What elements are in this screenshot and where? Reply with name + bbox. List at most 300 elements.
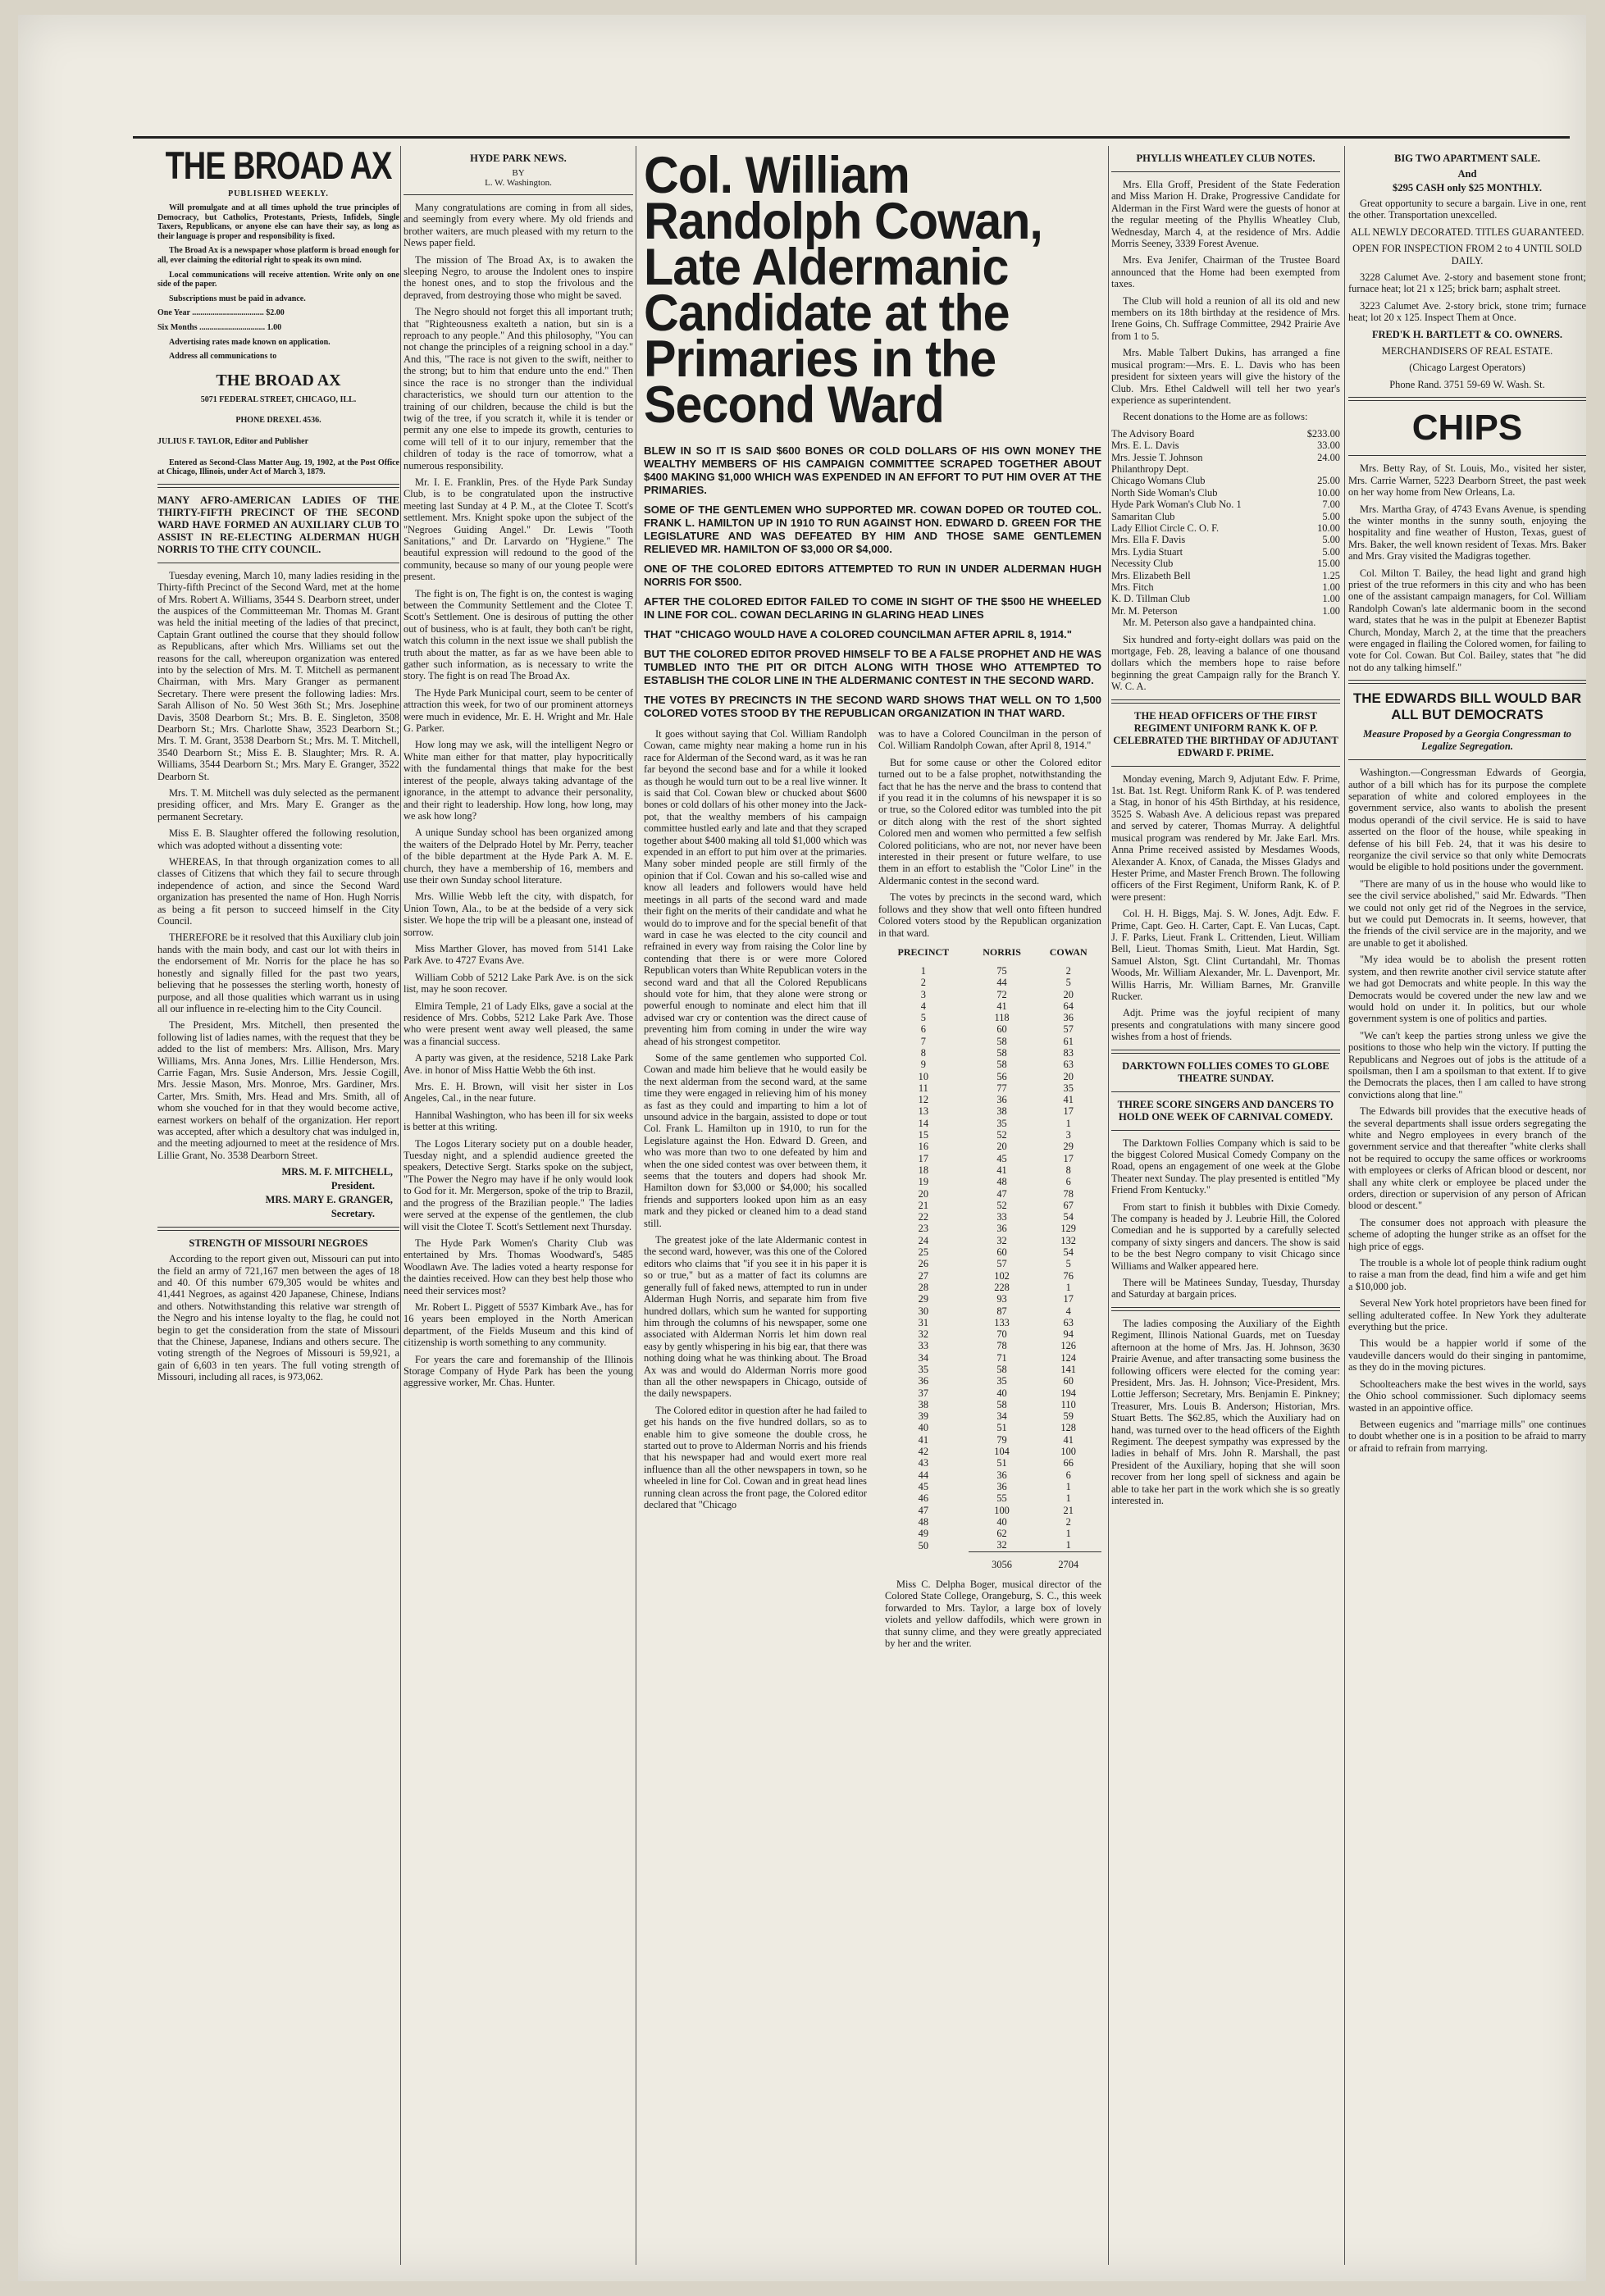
article-paragraph: The President, Mrs. Mitchell, then presented the following list of ladies names, with the request that they be added to the list of members: Mrs. Allison, Mrs. Mary Williams, Mrs. Anna Jones, Mrs. Lillie Henderson, Mrs. Carrie Fagan, Mrs. Susie Anderson, Mrs. Jessie Cogill, Mrs. Jessie Mason, Mrs. Monroe, Mrs. Gardiner, Mrs. Carter, Mrs. Smith, Mrs. Head and Mrs. Smith, all of whom she vouched for in that they would become active, earnest workers on behalf of the organization. Her report was accepted, after which a desultory chat was indulged in, and the meeting adjourned to meet at the residence of Mrs. Lillie Grant, No. 3538 Dearborn Street. [157,1019,399,1161]
vote-table-cell: 133 [994,1316,1010,1328]
vote-table-row [878,1235,1101,1246]
article-paragraph: Mrs. T. M. Mitchell was duly selected as the permanent presiding officer, and Mrs. Mary E. Granger as the permanent Secretary. [157,787,399,822]
vote-table-header [878,944,1101,965]
donation-row [1111,546,1340,558]
vote-table-cell: 58 [996,1035,1007,1047]
vote-table-cell: 5 [1065,1258,1071,1270]
vote-table-cell: 102 [994,1269,1010,1282]
article-paragraph: The ladies composing the Auxiliary of the Eighth Regiment, Illinois National Guards, met on Tuesday afternoon at the home of Mrs. Jas. H. Johnson, 3630 Prairie Avenue, and after transacting some business the following officers were elected for the coming year: President, Mrs. Jas. H. Johnson; Vice-President, Mrs. Lottie Jefferson; Secretary, Mrs. Benjamin E. Pinkney; Treasurer, Mrs. Louis B. Anderson; Historian, Mrs. Stuart Betts. The $62.85, which the Auxiliary had on hand, was turned over to the head officers of the Eighth Regiment. The deepest sympathy was expressed by the ladies in behalf of Mrs. John R. Marshall, the past President of the Auxiliary, hoping that she will soon recover from her long spell of sickness and again be able to take her part in the work which she is so greatly interested in. [1111,1317,1340,1506]
vote-table-cell: 79 [996,1433,1007,1446]
article-paragraph: It goes without saying that Col. William Randolph Cowan, came mighty near making a home run in his race for Alderman of the Second ward, as it was he ran far beyond the second base and for a while it looked as though he would turn out to be a real live winner. It is said that Col. Cowan blew or chucked about $600 bones or cold dollars of his other money into the Jack-pot, that the wealthy members of his campaign committee hustled early and late and that they scraped together about $400 making all told $1,000 which was expended in an effort to put him over at the primaries. Many sober minded people are still firmly of the opinion that if Col. Cowan and his so-called wise and know all leaders and followers would have held meetings in all parts of the second ward and made their fight on the merits of their candidate and what he would do to improve and for the special benefit of that ward in case he was elected to the city council and refrained in every way from raising the Color line by contending that there is or were more Colored Republican voters than White Republican voters in the second ward and that all the Colored Republicans should vote for him, that they alone were strong or powerful enough to nominate and elect him that ill advised war cry or contention was the direct cause of preventing him from coming in under the wire way ahead of his strongest competitor. [644,728,867,1047]
vote-table-row [878,1481,1101,1492]
vote-table-row [878,1446,1101,1457]
donation-row [1111,428,1340,440]
vote-table-cell: 87 [996,1305,1007,1317]
masthead-editor: JULIUS F. TAYLOR, Editor and Publisher [157,436,309,446]
donation-amount: 1.00 [1322,593,1340,605]
vote-table-cell: 77 [996,1082,1007,1094]
article-paragraph: THEREFORE be it resolved that this Auxiliary club join hands with the main body, and cast our lot with theirs in the endorsement of Mr. Norris for the place he has so honestly and signally filled for the past two years, believing that he possesses the sterling worth, honesty of purpose, and all those qualities which warrant us in using all our influence in re-electing him to the City Council. [157,932,399,1014]
vote-table-cell: 94 [1063,1328,1074,1341]
article-paragraph: Miss Marther Glover, has moved from 5141 Lake Park Ave. to 4727 Evans Ave. [404,942,633,967]
vote-table-row [878,1118,1101,1129]
vote-table-cell: 1 [1065,1117,1071,1129]
masthead-title: THE BROAD AX [165,146,392,189]
lead-story-left [644,728,867,1570]
masthead-policy: Will promulgate and at all times uphold the true principles of Democracy, but Catholics, Protestants, Priests, Infidels, Single Taxers, Republicans, or anyone else can have their say, as long as their language is proper and responsibility is fixed. [157,203,399,241]
vote-table-row [878,1317,1101,1328]
vote-table-cell: 1 [1065,1281,1071,1293]
donor-name: Hyde Park Woman's Club No. 1 [1111,499,1242,511]
rule [1111,699,1340,704]
donations-table [1111,428,1340,617]
vote-table-row [878,1164,1101,1176]
article-paragraph: The fight is on, The fight is on, the contest is waging between the Community Settlement and the Clotee T. Scott's Settlement. One is desirous of putting the other out of business, who is at fault, they both can't be right, watch this column in the next issue we shall publish the truth about the matter, as far as we have been able to gather such information, as is necessary to write the story. The fight is on read The Broad Ax. [404,587,633,682]
donation-amount: 25.00 [1317,475,1340,487]
vote-table-cell: 37 [918,1387,929,1399]
vote-table-cell: 52 [996,1199,1007,1211]
ad-and: And [1457,168,1477,180]
vote-table-cell: 2 [920,977,926,989]
vote-table-row [878,1352,1101,1364]
vote-table-row [878,1176,1101,1187]
ad-phone: Phone Rand. 3751 59-69 W. Wash. St. [1389,378,1545,390]
vote-table-row [878,1059,1101,1070]
donation-amount: 10.00 [1317,522,1340,534]
edwards-headline: THE EDWARDS BILL WOULD BAR ALL BUT DEMOCRATS [1352,690,1582,723]
article-paragraph: The Club will hold a reunion of all its old and new members on its 18th birthday at the residence of Mrs. Irene Goins, Ch. Suffrage Committee, 2942 Prairie Ave from 1 to 5. [1111,294,1340,342]
vote-table-cell: 48 [918,1515,929,1528]
column-rule [1108,146,1109,2265]
vote-table-cell: 4 [920,1000,926,1012]
vote-table-cell: 64 [1063,1000,1074,1012]
deck-4: AFTER THE COLORED EDITOR FAILED TO COME IN SIGHT OF THE $500 HE WHEELED IN LINE FOR COL. COWAN DECLARING IN GLARING HEAD LINES [644,595,1101,621]
donation-amount: 33.00 [1317,440,1340,452]
vote-table-cell: 126 [1060,1340,1076,1352]
vote-table-cell: 71 [996,1351,1007,1364]
vote-table-cell: 48 [996,1176,1007,1188]
vote-table-cell: 54 [1063,1246,1074,1259]
column-2 [404,146,633,2265]
masthead-street: 5071 FEDERAL STREET, CHICAGO, ILL. [200,394,357,404]
vote-table-cell: 25 [918,1246,929,1259]
vote-table-header-cell: NORRIS [983,945,1021,958]
vote-table-row [878,989,1101,1000]
article-paragraph: But for some cause or other the Colored editor turned out to be a false prophet, notwithstanding the fact that he has the nerve and the brass to contend that if you read it in the columns of his newspaper it is so or true, so the Colored editor was tumbled into the pit or ditch along with the rest of the short sighted Colored men and women who permitted a few selfish Colored politicians, who are not, nor never have been interested in their present or future welfare, to use them in an effort to establish the "Color Line" in the Aldermanic contest in the second ward. [878,756,1101,886]
vote-table-cell: 55 [996,1492,1007,1505]
article-paragraph: According to the report given out, Missouri can put into the field an army of 721,167 men between the ages of 18 and 40. Of this number 679,305 would be whites and 41,441 Negroes, as against 420 Japanese, Chinese, Indians and others. Notwithstanding this relative war strength of the Negro and his intense loyalty to the flag, he could not begin to get the consideration from the state of Missouri that the Chinese, Japanese, Indians and others secure. The voting strength of the Negroes of Missouri is 59,921, a gain of 6,603 in ten years. The full voting strength of Missouri, including all races, is 973,062. [157,1253,399,1383]
column-5 [1348,146,1586,2265]
article-paragraph: How long may we ask, will the intelligent Negro or White man either for that matter, play hypocritically with the fundamental things that make for the best interest of the people, always taking advantage of the ignorance, in the attempt to advance their personality, and their right to leadership. How long, how long, may we ask how long? [404,739,633,822]
vote-table-total-row [878,1551,1101,1570]
donation-row [1111,593,1340,604]
vote-table-row [878,1023,1101,1035]
vote-table-row [878,1188,1101,1200]
vote-table-cell: 228 [994,1281,1010,1293]
boger-note: Miss C. Delpha Boger, musical director of the Colored State College, Orangeburg, S. C., this week forwarded to Mrs. Taylor, a large box of lovely violets and yellow daffodils, which were grown in that sunny clime, and they were greatly appreciated by her and the writer. [885,1578,1101,1650]
vote-table-cell: 132 [1060,1234,1076,1246]
vote-table-cell: 32 [996,1539,1007,1551]
masthead-ads: Advertising rates made known on application. [169,337,331,347]
vote-table-row [878,1094,1101,1105]
vote-table-cell: 28 [918,1281,929,1293]
donor-name: Chicago Womans Club [1111,475,1206,487]
byline-author: L. W. Washington. [485,178,552,188]
vote-table-cell: 45 [918,1480,929,1492]
donor-name: Lady Elliot Circle C. O. F. [1111,522,1220,534]
vote-table-cell: 17 [918,1152,929,1164]
vote-table-cell: 56 [996,1070,1007,1082]
vote-table-header-cell: COWAN [1049,945,1087,958]
article-paragraph: Monday evening, March 9, Adjutant Edw. F. Prime, 1st. Bat. 1st. Regt. Uniform Rank K. of P. was tendered a Stag, in honor of his 45th Birthday, at his residence, 3525 S. Wabash Ave. A delicious repast was prepared and served by caterer, Thomas Murray. A delightful musical program was rendered by Mr. Jake Earl. Mrs. Anna Prime received assisted by Mesdames Woods, Alexander A. Knox, of Canada, the Misses Gladys and Hester Prime, and Master French Brown. The following officers of the First Regiment, Uniform Rank, K. of P. were present: [1111,772,1340,903]
vote-table-cell: 60 [996,1246,1007,1259]
vote-table-total: 3056 [969,1551,1036,1570]
vote-table-row [878,1258,1101,1269]
rule [404,194,633,195]
vote-table-cell: 17 [1063,1152,1074,1164]
signature-title: President. [331,1180,375,1192]
article-paragraph: The trouble is a whole lot of people think radium ought to raise a man from the dead, find him a wife and get him a $10,000 job. [1348,1257,1586,1292]
article-paragraph: A party was given, at the residence, 5218 Lake Park Ave. in honor of Miss Hattie Webb the 6th inst. [404,1052,633,1076]
vote-table-cell: 60 [996,1023,1007,1036]
deck-5: THAT "CHICAGO WOULD HAVE A COLORED COUNCILMAN AFTER APRIL 8, 1914." [644,628,1072,640]
vote-table-cell: 41 [996,1000,1007,1012]
donation-amount: 1.00 [1322,604,1340,617]
article-paragraph: William Cobb of 5212 Lake Park Ave. is on the sick list, may he soon recover. [404,971,633,995]
vote-table-row [878,1246,1101,1258]
rule [1348,455,1586,456]
deck-7: THE VOTES BY PRECINCTS IN THE SECOND WARD SHOWS THAT WELL ON TO 1,500 COLORED VOTES STOOD BY THE REPUBLICAN ORGANIZATION IN THAT WARD. [644,694,1101,719]
vote-table-cell: 20 [1063,1070,1074,1082]
edwards-subhead: Measure Proposed by a Georgia Congressman to Legalize Segregation. [1363,728,1571,753]
article-paragraph: Col. H. H. Biggs, Maj. S. W. Jones, Adjt. Edw. F. Prime, Capt. Geo. H. Carter, Capt. E. Van Lucas, Capt. J. F. Parks, Lieut. Frank L. Crittenden, Lieut. William Bell, Lieut. Thomas Smith, Lieut. Mat Hardin, Sgt. Samuel Alston, Sgt. Clint Curtandahl, Mr. Thomas Woods, Mr. William Alexander, Mr. L. Davenport, Mr. Willis Harris, Mr. William Barnes, Mr. Granville Rucker. [1111,908,1340,1002]
vote-table-cell: 57 [996,1258,1007,1270]
vote-table-row [878,1282,1101,1293]
vote-table-cell: 2 [1065,964,1071,977]
vote-table-row [878,1399,1101,1410]
article-paragraph: A unique Sunday school has been organized among the waiters of the Delprado Hotel by Mr. Perry, teacher of the bible department at the Hyde Park A. M. E. church, they have a membership of 16, members and use their own Sunday school literature. [404,827,633,886]
vote-table-row [878,1492,1101,1504]
follies-headline: DARKTOWN FOLLIES COMES TO GLOBE THEATRE SUNDAY. [1122,1059,1329,1084]
vote-table-cell: 58 [996,1059,1007,1071]
article-paragraph: Recent donations to the Home are as follows: [1123,411,1308,423]
article-paragraph: The greatest joke of the late Aldermanic contest in the second ward, however, was this one of the Colored editors who claims that "if you see it in his paper it is so or true," but as a matter of fact its columns are generally full of faked news, attempted to run in under Alderman Hugh Norris, and separate him from five hundred dollars, which sum he wanted for supporting him through the columns of his newspaper, some one associated with Alderman Norris let him down real easy by gently whispering in his big ear, that there was nothing doing what he was thinking about. The Broad Ax was and would do Alderman Norris more good than all the other newspapers in Chicago, outside of the daily newspapers. [644,1234,867,1400]
donor-name: Necessity Club [1111,558,1174,570]
vote-table-cell: 78 [996,1340,1007,1352]
vote-table-row [878,1340,1101,1351]
vote-table-row [878,1305,1101,1317]
vote-table-cell: 4 [1065,1305,1071,1317]
donation-amount: 24.00 [1317,451,1340,463]
vote-table-cell: 39 [918,1410,929,1423]
donation-amount: 7.00 [1322,499,1340,511]
vote-table-cell: 36 [996,1469,1007,1481]
article-paragraph: Hannibal Washington, who has been ill for six weeks is better at this writing. [404,1109,633,1133]
vote-table-cell: 51 [996,1422,1007,1434]
lead-story-body [644,728,1101,1570]
deck-1: BLEW IN SO IT IS SAID $600 BONES OR COLD DOLLARS OF HIS OWN MONEY THE WEALTHY MEMBERS OF HIS CAMPAIGN COMMITTEE SCRAPED TOGETHER ABOUT $400 MAKING $1,000 WHICH WAS EXPENDED IN AN EFFORT TO PUT HIM OVER AT THE PRIMARIES. [644,444,1101,496]
rule [1111,171,1340,172]
donor-name: Mrs. Jessie T. Johnson [1111,451,1203,463]
byline-by: BY [512,168,525,178]
vote-table-cell: 51 [996,1457,1007,1469]
club-headline: MANY AFRO-AMERICAN LADIES OF THE THIRTY-FIFTH PRECINCT OF THE SECOND WARD HAVE FORMED AN AUXILIARY CLUB TO ASSIST IN RE-ELECTING ALDERMAN HUGH NORRIS TO THE CITY COUNCIL. [157,494,399,555]
donation-amount: 5.00 [1322,510,1340,522]
vote-table-cell: 35 [996,1117,1007,1129]
vote-table-row [878,1410,1101,1422]
vote-table-cell: 33 [918,1340,929,1352]
article-paragraph: Six hundred and forty-eight dollars was paid on the mortgage, Feb. 28, leaving a balance of one thousand dollars which the members hope to raise before beginning the great Campaign rally for the Branch Y. W. C. A. [1111,633,1340,693]
vote-table-cell: 59 [1063,1410,1074,1423]
vote-table-row [878,1036,1101,1047]
rule [1111,766,1340,767]
vote-table-cell: 49 [918,1528,929,1540]
vote-table-cell: 18 [918,1164,929,1176]
vote-table-cell: 1 [1065,1539,1071,1551]
rule [1111,1307,1340,1311]
vote-table-row [878,1375,1101,1387]
donor-name: Mrs. Lydia Stuart [1111,545,1183,558]
donation-row [1111,511,1340,522]
vote-table-cell: 41 [1063,1094,1074,1106]
rule [1348,397,1586,401]
rule [1111,1130,1340,1131]
article-paragraph: The votes by precincts in the second ward, which follows and they show that well onto fifteen hundred Colored voters stood by the Republican organization in that ward. [878,891,1101,939]
vote-table-cell: 110 [1060,1398,1076,1410]
vote-table-row [878,1270,1101,1282]
vote-table-cell: 61 [1063,1035,1074,1047]
vote-table-row [878,965,1101,977]
column-rule [400,146,401,2265]
vote-table-cell: 23 [918,1223,929,1235]
vote-table-cell: 38 [996,1105,1007,1118]
article-paragraph: Mrs. Eva Jenifer, Chairman of the Trustee Board announced that the Home had been exempted from taxes. [1111,254,1340,290]
missouri-headline: STRENGTH OF MISSOURI NEGROES [189,1237,368,1250]
donor-name: Samaritan Club [1111,510,1175,522]
vote-table-row [878,1387,1101,1399]
vote-table-cell: 93 [996,1293,1007,1305]
deck-2: SOME OF THE GENTLEMEN WHO SUPPORTED MR. COWAN DOPED OR TOUTED COL. FRANK L. HAMILTON UP IN 1910 TO RUN AGAINST HON. EDWARD D. GREEN FOR THE LEGISLATURE AND WAS DEFEATED BY HIM AND THOSE SAME GENTLEMEN RELIEVED MR. HAMILTON OF $3,000 OR $4,000. [644,503,1101,555]
vote-table-cell: 2 [1065,1515,1071,1528]
masthead-platform: The Broad Ax is a newspaper whose platform is broad enough for all, ever claiming the editorial right to speak its own mind. [157,246,399,265]
ad-paragraph: 3223 Calumet Ave. 2-story brick, stone trim; furnace heat; lot 20 x 125. Inspect Them at Once. [1348,299,1586,324]
vote-table-cell: 36 [996,1094,1007,1106]
vote-table-cell: 32 [918,1328,929,1341]
vote-table-cell: 32 [996,1234,1007,1246]
vote-table-cell: 34 [918,1351,929,1364]
vote-table-cell: 67 [1063,1199,1074,1211]
ad-paragraph: OPEN FOR INSPECTION FROM 2 to 4 UNTIL SOLD DAILY. [1352,243,1582,266]
vote-table-cell: 36 [996,1480,1007,1492]
vote-table-cell: 6 [1065,1176,1071,1188]
vote-table-cell: 52 [996,1129,1007,1141]
vote-table-total: 2704 [1035,1551,1101,1570]
vote-table-cell: 1 [920,964,926,977]
vote-table-cell: 10 [918,1070,929,1082]
rule [157,1227,399,1231]
donation-row [1111,605,1340,617]
vote-table-cell: 104 [994,1446,1010,1458]
masthead-phone: PHONE DREXEL 4536. [235,416,321,426]
vote-table-cell: 36 [996,1223,1007,1235]
vote-table-cell: 5 [1065,977,1071,989]
vote-table-cell: 36 [1063,1012,1074,1024]
vote-table-cell: 6 [1065,1469,1071,1481]
ad-paragraph: Great opportunity to secure a bargain. Live in one, rent the other. Transportation unexcelled. [1348,198,1586,221]
vote-table-cell: 6 [920,1023,926,1036]
vote-table-row [878,1153,1101,1164]
vote-table-cell: 35 [1063,1082,1074,1094]
vote-table-cell: 22 [918,1211,929,1223]
vote-table-cell: 35 [918,1364,929,1375]
donation-amount: $233.00 [1306,427,1340,440]
vote-table-cell: 63 [1063,1059,1074,1071]
article-paragraph: Mr. I. E. Franklin, Pres. of the Hyde Park Sunday Club, is to be congratulated upon the instructive meeting last Sunday at 4 P. M., at the Clotee T. Scott's settlement. Mrs. Knight spoke upon the subject of the "Negroes Guiding Angel." Dr. Lewis "Tooth Sanitations," and Dr. Larvardo on "Hygiene." The beautiful expression will redound to the good of the community, because so many of our young people were present. [404,476,633,583]
article-paragraph: Miss E. B. Slaughter offered the following resolution, which was adopted without a dissenting vote: [157,827,399,851]
donor-name: Philanthropy Dept. [1111,462,1189,475]
donor-name: Mrs. Elizabeth Bell [1111,569,1191,581]
vote-table-cell: 100 [1060,1446,1076,1458]
masthead-entered: Entered as Second-Class Matter Aug. 19, 1902, at the Post Office at Chicago, Illinois, under Act of March 3, 1879. [157,458,399,477]
vote-table-cell: 78 [1063,1187,1074,1200]
follies-subhead: THREE SCORE SINGERS AND DANCERS TO HOLD ONE WEEK OF CARNIVAL COMEDY. [1117,1098,1334,1123]
vote-table-cell: 58 [996,1046,1007,1059]
vote-table-cell: 44 [996,977,1007,989]
vote-table-cell: 41 [1063,1433,1074,1446]
masthead-one-year: One Year ................................... $2.00 [157,308,285,318]
ad-owner: FRED'K H. BARTLETT & CO. OWNERS. [1371,328,1563,340]
article-paragraph: The mission of The Broad Ax, is to awaken the sleeping Negro, to arouse the Indolent ones to inspire the honest ones, and to stop the frivolous and the depraved, from destroying those who might be saved. [404,253,633,301]
masthead-subtitle: PUBLISHED WEEKLY. [228,189,329,198]
vote-table-cell: 38 [918,1398,929,1410]
vote-table-cell: 129 [1060,1223,1076,1235]
article-paragraph: Mr. M. Peterson also gave a handpainted china. [1123,617,1316,629]
vote-table-cell: 40 [918,1422,929,1434]
vote-table-cell: 24 [918,1234,929,1246]
regiment-headline: THE HEAD OFFICERS OF THE FIRST REGIMENT UNIFORM RANK K. OF P. CELEBRATED THE BIRTHDAY OF ADJUTANT EDWARD F. PRIME. [1113,709,1338,758]
vote-table-cell: 66 [1063,1457,1074,1469]
vote-table-cell: 16 [918,1141,929,1153]
deck-6: BUT THE COLORED EDITOR PROVED HIMSELF TO BE A FALSE PROPHET AND HE WAS TUMBLED INTO THE PIT OR DITCH ALONG WITH THOSE WHO ATTEMPTED TO ESTABLISH THE COLOR LINE IN THE ALDERMANIC CONTEST IN THE SECOND WARD. [644,648,1101,686]
donation-amount: 1.00 [1322,581,1340,593]
ad-paragraph: MERCHANDISERS OF REAL ESTATE. [1381,345,1553,358]
article-paragraph: Mrs. Willie Webb left the city, with dispatch, for Union Town, Ala., to be at the bedside of a very sick sister. We hope the trip will be a pleasant one, instead of sorrow. [404,891,633,938]
article-paragraph: The consumer does not approach with pleasure the scheme of adopting the hunger strike as an offset for the high price of eggs. [1348,1216,1586,1252]
ad-headline: BIG TWO APARTMENT SALE. [1393,153,1540,164]
vote-table-cell: 70 [996,1328,1007,1341]
donation-row [1111,558,1340,569]
vote-table-cell: 19 [918,1176,929,1188]
vote-table-row [878,1047,1101,1059]
vote-table-cell: 1 [1065,1528,1071,1540]
vote-table-cell: 33 [996,1211,1007,1223]
vote-table-row [878,1422,1101,1433]
article-paragraph: The Darktown Follies Company which is said to be the biggest Colored Musical Comedy Company on the Road, opens an engagement of one week at the Globe Theater next Sunday. The play presented is entitled "My Friend From Kentucky." [1111,1137,1340,1196]
donor-name: K. D. Tillman Club [1111,593,1191,605]
chips-item: Mrs. Betty Ray, of St. Louis, Mo., visited her sister, Mrs. Carrie Warner, 5223 Dearborn Street, the past week on her way home from New Orleans, La. [1348,462,1586,499]
rule [1111,1050,1340,1054]
vote-table-cell: 21 [918,1199,929,1211]
newspaper-page [18,15,1586,2281]
vote-table-row [878,1071,1101,1082]
vote-table-cell: 118 [994,1012,1010,1024]
article-paragraph: The Edwards bill provides that the executive heads of the several departments shall issue orders segregating the white and Negro employees in every branch of the government service and that thereafter "white clerks shall not be required to occupy the same offices or workrooms with employees or clerks of African blood or descent, nor shall any white clerk or employee be placed under the orders, direction or supervision of any person of African blood or descent." [1348,1105,1586,1212]
vote-table-row [878,1328,1101,1340]
masthead-six-months: Six Months ................................ 1.00 [157,322,282,332]
vote-table-cell: 12 [918,1094,929,1106]
vote-table-cell: 75 [996,964,1007,977]
vote-table-cell: 100 [994,1504,1010,1516]
donation-row [1111,463,1340,475]
donation-row [1111,522,1340,534]
rule [157,484,399,488]
article-paragraph: "My idea would be to abolish the present rotten system, and then rewrite another civil service statute after we had got Democrats and white people. In this way the Democrats would be covered under the new law and we would hold on under it. In politics, but our whole government system is one of politics and parties. [1348,954,1586,1025]
vote-table-cell: 3 [920,988,926,1000]
column-3-lead-story [639,146,1106,2265]
vote-table-cell: 29 [918,1293,929,1305]
vote-table-cell: 60 [1063,1375,1074,1387]
donor-name: Mrs. Fitch [1111,581,1154,593]
article-paragraph: From start to finish it bubbles with Dixie Comedy. The company is headed by J. Leubrie Hill, the Colored Comedian and he is supported by a carefully selected company of sixty singers and dancers. The show is said to be the best Negro company to visit Chicago since Williams and Walker appeared here. [1111,1200,1340,1272]
vote-table-row [878,1457,1101,1469]
vote-table-row [878,1129,1101,1141]
donation-row [1111,440,1340,451]
ad-paragraph: (Chicago Largest Operators) [1409,362,1525,374]
article-paragraph: The Hyde Park Municipal court, seem to be center of attraction this week, for two of our prominent attorneys were much in evidence, Mr. E. H. Wright and Mr. Hale G. Parker. [404,686,633,735]
article-paragraph: "We can't keep the parties strong unless we give the positions to those who help win the victory. If putting the Republicans and Negroes out of jobs is the attitude of a spoilsman, then I am a spoilsman to that extent. If to give the Democrats the places, then I am called to have strong convictions along that line." [1348,1029,1586,1100]
donation-amount: 1.25 [1322,569,1340,581]
top-rule [133,136,1570,139]
article-paragraph: This would be a happier world if some of the vaudeville dancers would do their singing in pantomime, as they do in the moving pictures. [1348,1337,1586,1374]
lead-story-right [878,728,1101,1570]
vote-table-cell: 54 [1063,1211,1074,1223]
rule [1348,759,1586,760]
vote-table-cell: 41 [996,1164,1007,1176]
vote-table-cell: 141 [1060,1364,1076,1375]
article-paragraph: Elmira Temple, 21 of Lady Elks, gave a social at the residence of Mrs. Cobbs, 5212 Lake Park Ave. Those who were present went away well pleased, the same was a financial success. [404,1000,633,1047]
donor-name: Mrs. E. L. Davis [1111,440,1179,452]
donor-name: Mrs. Ella F. Davis [1111,534,1186,546]
signature-title: Secretary. [331,1208,375,1220]
article-paragraph: Schoolteachers make the best wives in the world, says the Ohio school commissioner. Such diplomacy seems wasted in an appointive office. [1348,1378,1586,1414]
vote-table-cell: 34 [996,1410,1007,1423]
article-paragraph: Many congratulations are coming in from all sides, and seemingly from every where. My old friends and brother waiters, are much pleased with my return to the News paper field. [404,202,633,249]
donor-name: North Side Woman's Club [1111,486,1218,499]
ad-cash: $295 CASH only $25 MONTHLY. [1392,182,1543,194]
masthead-address-note: Address all communications to [169,352,277,362]
vote-table-row [878,1082,1101,1094]
vote-table-cell: 35 [996,1375,1007,1387]
vote-table-cell: 62 [996,1528,1007,1540]
vote-table-row [878,1211,1101,1223]
rule [1348,680,1586,684]
vote-table-row [878,1434,1101,1446]
vote-table-cell: 42 [918,1446,929,1458]
vote-table-cell: 43 [918,1457,929,1469]
chips-item: Mrs. Martha Gray, of 4743 Evans Avenue, is spending the winter months in the sunny south, enjoying the hospitality and fine weather of Huston, Texas, guest of Mrs. Baker, the well known resident of Texas. Mrs. Baker and Mrs. Gray visited the Madigras together. [1348,503,1586,563]
vote-table-cell: 45 [996,1152,1007,1164]
vote-table-cell: 17 [1063,1293,1074,1305]
vote-table-cell: 63 [1063,1316,1074,1328]
vote-table-cell: 7 [920,1035,926,1047]
article-paragraph: Mrs. Mable Talbert Dukins, has arranged a fine musical program:—Mrs. E. L. Davis who has been president for sixteen years will give the history of the Club. Mrs. Ethel Caldwell will tell her two year's experience as superintendent. [1111,347,1340,406]
vote-table-cell: 8 [1065,1164,1071,1176]
phyllis-wheatley-headline: PHYLLIS WHEATLEY CLUB NOTES. [1136,153,1315,164]
donation-row [1111,499,1340,510]
article-paragraph: The Hyde Park Women's Charity Club was entertained by Mrs. Thomas Woodward's, 5485 Woodlawn Ave. The ladies voted a hearty response for the dainties received. How can they best help those who need their services most? [404,1237,633,1296]
vote-table-cell: 36 [918,1375,929,1387]
vote-table-cell: 21 [1063,1504,1074,1516]
vote-table-header-cell: PRECINCT [897,945,950,958]
